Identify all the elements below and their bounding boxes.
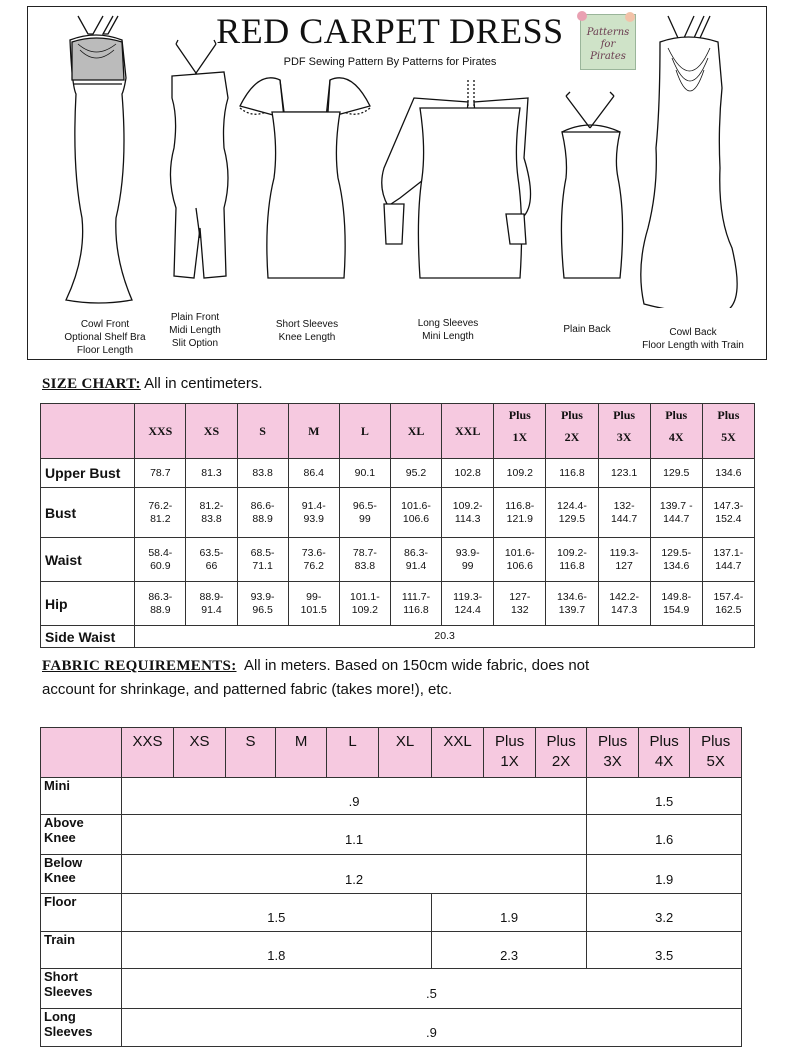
view-caption-short-sleeves: Short Sleeves Knee Length [275, 319, 339, 343]
fabric-row-label: Above Knee [41, 815, 122, 855]
fabric-row [41, 1009, 742, 1047]
size-column-header: L [339, 404, 390, 459]
size-cell: 109.2- 114.3 [442, 488, 494, 538]
fabric-column-header: Plus 2X [535, 728, 587, 778]
size-cell: 76.2- 81.2 [135, 488, 186, 538]
size-column-header: Plus 1X [494, 404, 546, 459]
fabric-column-header: Plus 1X [484, 728, 536, 778]
fabric-row-label: Short Sleeves [41, 969, 122, 1009]
size-column-header: Plus 2X [546, 404, 598, 459]
size-column-header: Plus 4X [650, 404, 702, 459]
size-cell: 111.7- 116.8 [390, 582, 441, 626]
size-cell: 63.5- 66 [186, 538, 237, 582]
fabric-row [41, 778, 742, 815]
fabric-cell: 1.8 [121, 932, 431, 969]
size-cell: 91.4- 93.9 [288, 488, 339, 538]
size-cell: 127- 132 [494, 582, 546, 626]
fabric-cell: 1.1 [121, 815, 587, 855]
size-cell: 68.5- 71.1 [237, 538, 288, 582]
size-chart-table [40, 403, 755, 648]
fabric-cell: 1.5 [121, 894, 431, 932]
size-cell: 109.2- 116.8 [546, 538, 598, 582]
fabric-cell: 2.3 [431, 932, 587, 969]
size-column-header: XXL [442, 404, 494, 459]
size-cell: 88.9- 91.4 [186, 582, 237, 626]
fabric-row [41, 815, 742, 855]
fabric-column-header: L [326, 728, 379, 778]
size-row-label: Waist [41, 538, 135, 582]
fabric-header-row [41, 728, 742, 778]
size-cell: 101.1- 109.2 [339, 582, 390, 626]
size-cell: 119.3- 127 [598, 538, 650, 582]
size-cell: 86.3- 91.4 [390, 538, 441, 582]
size-column-header: Plus 5X [702, 404, 754, 459]
fabric-column-header: XS [174, 728, 226, 778]
size-column-header: M [288, 404, 339, 459]
size-cell: 129.5 [650, 459, 702, 488]
fabric-row [41, 855, 742, 894]
fabric-cell: 1.9 [587, 855, 742, 894]
fabric-cell: .5 [121, 969, 741, 1009]
size-cell: 116.8 [546, 459, 598, 488]
size-cell: 73.6- 76.2 [288, 538, 339, 582]
size-cell: 20.3 [135, 626, 755, 648]
size-column-header: XL [390, 404, 441, 459]
size-cell: 139.7 - 144.7 [650, 488, 702, 538]
dress-illustrations [28, 8, 766, 308]
size-row-label: Hip [41, 582, 135, 626]
dress-short-sleeves-drawing [240, 78, 370, 278]
view-caption-cowl-front: Cowl Front Optional Shelf Bra Floor Length [64, 319, 146, 356]
size-column-header: XS [186, 404, 237, 459]
flower-icon [625, 12, 635, 22]
fabric-cell: .9 [121, 1009, 741, 1047]
size-cell: 99- 101.5 [288, 582, 339, 626]
size-row-label: Upper Bust [41, 459, 135, 488]
size-column-header: XXS [135, 404, 186, 459]
size-cell: 78.7 [135, 459, 186, 488]
view-caption-long-sleeves: Long Sleeves Mini Length [417, 318, 479, 342]
size-cell: 86.6- 88.9 [237, 488, 288, 538]
fabric-cell: 3.2 [587, 894, 742, 932]
size-cell: 109.2 [494, 459, 546, 488]
dress-plain-front-drawing [170, 40, 228, 278]
fabric-requirements-heading: FABRIC REQUIREMENTS: All in meters. Based on 150cm wide fabric, does not account for shrinkage, and patterned fabric (takes more!), etc. [42, 657, 590, 698]
size-cell: 90.1 [339, 459, 390, 488]
size-row [41, 538, 755, 582]
size-cell: 86.4 [288, 459, 339, 488]
fabric-requirements-table [40, 727, 742, 1047]
size-cell: 134.6 [702, 459, 754, 488]
fabric-header-corner [41, 728, 122, 778]
size-cell: 86.3- 88.9 [135, 582, 186, 626]
dress-cowl-front-drawing [66, 16, 132, 303]
dress-cowl-back-drawing [641, 16, 737, 308]
size-chart-heading: SIZE CHART: All in centimeters. [42, 375, 263, 392]
view-caption-plain-back: Plain Back [563, 324, 611, 335]
fabric-column-header: Plus 5X [690, 728, 742, 778]
fabric-row-label: Long Sleeves [41, 1009, 122, 1047]
size-cell: 83.8 [237, 459, 288, 488]
size-row [41, 488, 755, 538]
flower-icon [577, 11, 587, 21]
size-cell: 129.5- 134.6 [650, 538, 702, 582]
size-cell: 142.2- 147.3 [598, 582, 650, 626]
page-subtitle: PDF Sewing Pattern By Patterns for Pirates [283, 56, 497, 68]
fabric-cell: 1.5 [587, 778, 742, 815]
size-cell: 81.2- 83.8 [186, 488, 237, 538]
fabric-row [41, 932, 742, 969]
size-cell: 101.6- 106.6 [390, 488, 441, 538]
fabric-cell: 3.5 [587, 932, 742, 969]
size-row-label: Bust [41, 488, 135, 538]
fabric-column-header: XXL [431, 728, 484, 778]
size-cell: 124.4- 129.5 [546, 488, 598, 538]
size-row [41, 582, 755, 626]
fabric-cell: .9 [121, 778, 587, 815]
size-cell: 95.2 [390, 459, 441, 488]
size-header-corner [41, 404, 135, 459]
size-cell: 81.3 [186, 459, 237, 488]
fabric-row-label: Train [41, 932, 122, 969]
fabric-column-header: Plus 4X [638, 728, 690, 778]
fabric-cell: 1.6 [587, 815, 742, 855]
size-cell: 149.8- 154.9 [650, 582, 702, 626]
size-row [41, 459, 755, 488]
size-column-header: S [237, 404, 288, 459]
fabric-row [41, 969, 742, 1009]
size-column-header: Plus 3X [598, 404, 650, 459]
dress-plain-back-drawing [561, 92, 622, 278]
dress-long-sleeves-drawing [382, 78, 531, 278]
size-cell: 123.1 [598, 459, 650, 488]
size-cell: 96.5- 99 [339, 488, 390, 538]
fabric-cell: 1.9 [431, 894, 587, 932]
size-cell: 119.3- 124.4 [442, 582, 494, 626]
fabric-row-label: Floor [41, 894, 122, 932]
fabric-row-label: Mini [41, 778, 122, 815]
view-caption-plain-front: Plain Front Midi Length Slit Option [169, 312, 221, 349]
size-cell: 58.4- 60.9 [135, 538, 186, 582]
size-cell: 101.6- 106.6 [494, 538, 546, 582]
size-cell: 157.4- 162.5 [702, 582, 754, 626]
fabric-column-header: XXS [121, 728, 174, 778]
fabric-cell: 1.2 [121, 855, 587, 894]
size-cell: 102.8 [442, 459, 494, 488]
size-cell: 134.6- 139.7 [546, 582, 598, 626]
fabric-row-label: Below Knee [41, 855, 122, 894]
fabric-column-header: Plus 3X [587, 728, 639, 778]
size-cell: 93.9- 99 [442, 538, 494, 582]
fabric-column-header: XL [379, 728, 432, 778]
size-cell: 132- 144.7 [598, 488, 650, 538]
size-header-row [41, 404, 755, 459]
fabric-column-header: M [276, 728, 327, 778]
view-caption-cowl-back: Cowl Back Floor Length with Train [642, 327, 744, 351]
page-title: RED CARPET DRESS [216, 11, 564, 51]
size-cell: 93.9- 96.5 [237, 582, 288, 626]
size-cell: 78.7- 83.8 [339, 538, 390, 582]
size-cell: 137.1- 144.7 [702, 538, 754, 582]
fabric-column-header: S [225, 728, 276, 778]
fabric-row [41, 894, 742, 932]
size-cell: 147.3- 152.4 [702, 488, 754, 538]
size-row [41, 626, 755, 648]
size-cell: 116.8- 121.9 [494, 488, 546, 538]
size-row-label: Side Waist [41, 626, 135, 648]
brand-logo: Patterns for Pirates [580, 14, 636, 70]
